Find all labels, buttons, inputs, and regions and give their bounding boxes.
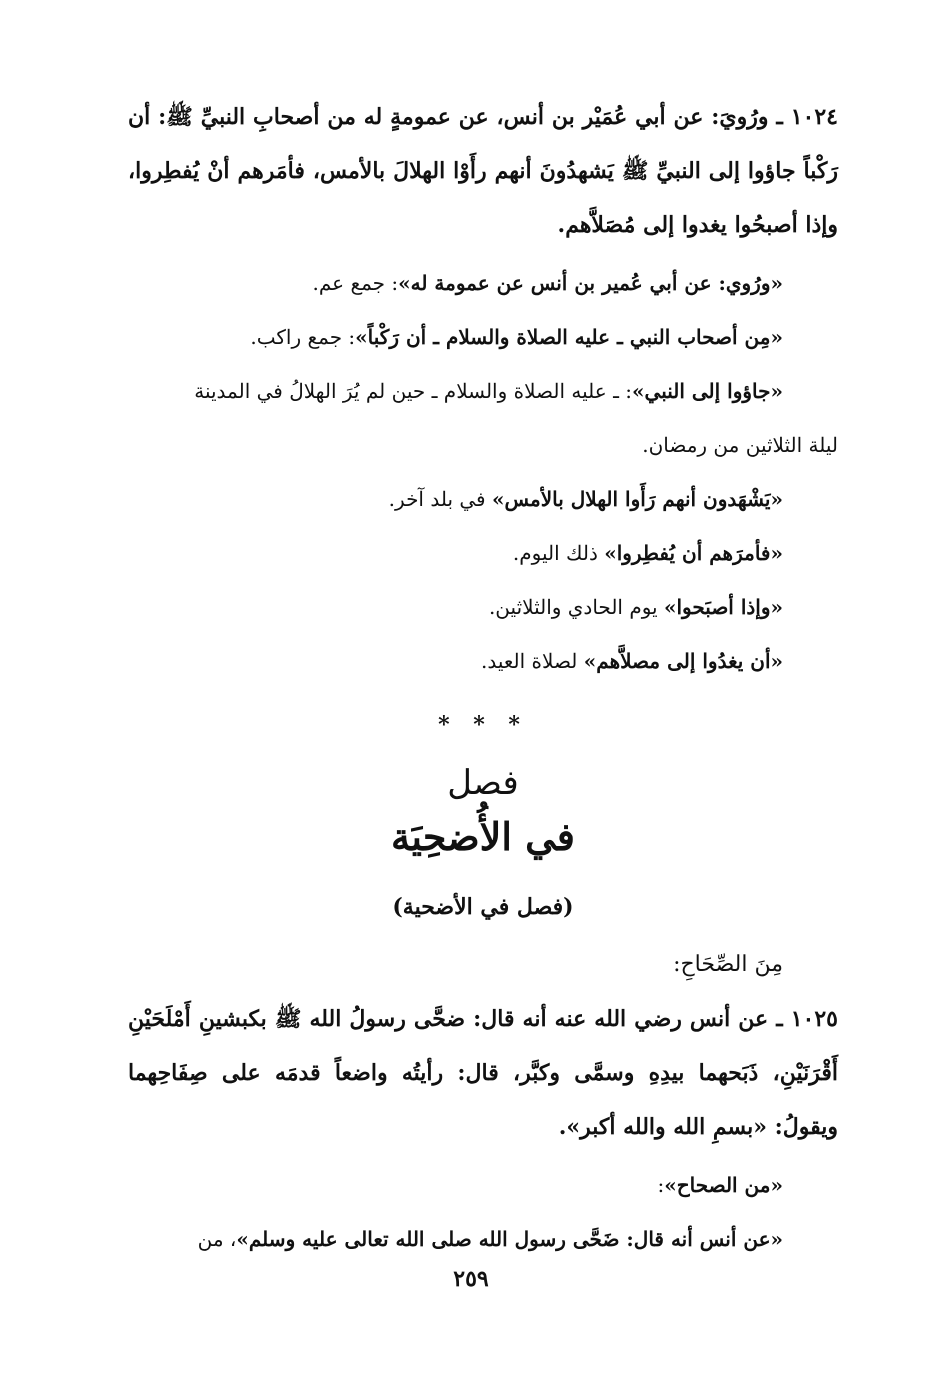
hadith-1024-text: ١٠٢٤ ـ ورُويَ: عن أبي عُمَيْر بن أنس، عن عمومةٍ له من أصحابِ النبيِّ ﷺ: أن رَكْباً جاؤوا إلى النبيِّ ﷺ يَشهدُونَ أنهم رأَوْا الهلالَ بالأمس، فأمَرهم أنْ يُفطِروا، وإذا أصبحُوا يغدوا إلى مُصَلاَّهم.	[128, 104, 838, 238]
commentary-text: في بلد آخر.	[388, 487, 492, 511]
commentary-text: : جمع عم.	[312, 271, 399, 295]
commentary-continuation: ليلة الثلاثين من رمضان.	[642, 433, 838, 457]
commentary-line	[128, 256, 838, 310]
commentary-line	[128, 1212, 838, 1266]
commentary-text: لصلاة العيد.	[481, 649, 584, 673]
commentary-text: : ـ عليه الصلاة والسلام ـ حين لم يُرَ الهلالُ في المدينة	[194, 379, 633, 403]
hadith-1025	[128, 992, 838, 1154]
commentary-line	[128, 634, 838, 688]
commentary-quote: «جاؤوا إلى النبي»	[632, 379, 783, 403]
hadith-1025-text: ١٠٢٥ ـ عن أنس رضي الله عنه أنه قال: ضحَّى رسولُ الله ﷺ بكبشينِ أَمْلَحَيْنِ أَقْرَنَيْنِ، ذَبَحهما بيدِهِ وسمَّى وكبَّر، قال: رأيتُه واضعاً قدمَه على صِفَاحِهما ويقولُ: «بسمِ الله والله أكبر».	[128, 1006, 838, 1140]
commentary-1024	[128, 256, 838, 688]
commentary-line	[128, 526, 838, 580]
section-separator: * * *	[438, 712, 528, 738]
commentary-quote: «من الصحاح»	[664, 1173, 783, 1197]
commentary-text: : جمع راكب.	[250, 325, 356, 349]
commentary-line	[128, 1158, 838, 1212]
commentary-line	[128, 472, 838, 526]
section-subheading: (فصل في الأضحية)	[392, 894, 574, 920]
commentary-text: يوم الحادي والثلاثين.	[488, 595, 664, 619]
page-number: ٢٥٩	[453, 1266, 489, 1292]
commentary-line	[128, 580, 838, 634]
commentary-text: ، من	[197, 1227, 237, 1251]
page-body	[128, 90, 838, 1266]
section-title: في الأُضحِيَة	[391, 814, 575, 859]
commentary-line	[128, 310, 838, 364]
commentary-quote: «عن أنس أنه قال: ضَحَّى رسول الله صلى الله تعالى عليه وسلم»	[236, 1227, 783, 1251]
commentary-line	[128, 364, 838, 472]
commentary-quote: «ورُوي: عن أبي عُمير بن أنس عن عمومة له»	[398, 271, 783, 295]
from-sahih-label: مِنَ الصِّحَاحِ:	[673, 952, 783, 977]
commentary-text: :	[657, 1173, 665, 1197]
commentary-quote: «مِن أصحاب النبي ـ عليه الصلاة والسلام ـ أن رَكْباً»	[355, 325, 783, 349]
commentary-quote: «فأمرَهم أن يُفطِروا»	[604, 541, 783, 565]
commentary-text: ذلك اليوم.	[512, 541, 605, 565]
section-heading: فصل	[447, 763, 519, 803]
commentary-quote: «وإذا أصبَحوا»	[663, 595, 783, 619]
commentary-quote: «أن يغدُوا إلى مصلاَّهم»	[583, 649, 783, 673]
hadith-1024	[128, 90, 838, 252]
commentary-1025	[128, 1158, 838, 1266]
commentary-quote: «يَشْهَدون أنهم رَأَوا الهلال بالأمس»	[491, 487, 783, 511]
